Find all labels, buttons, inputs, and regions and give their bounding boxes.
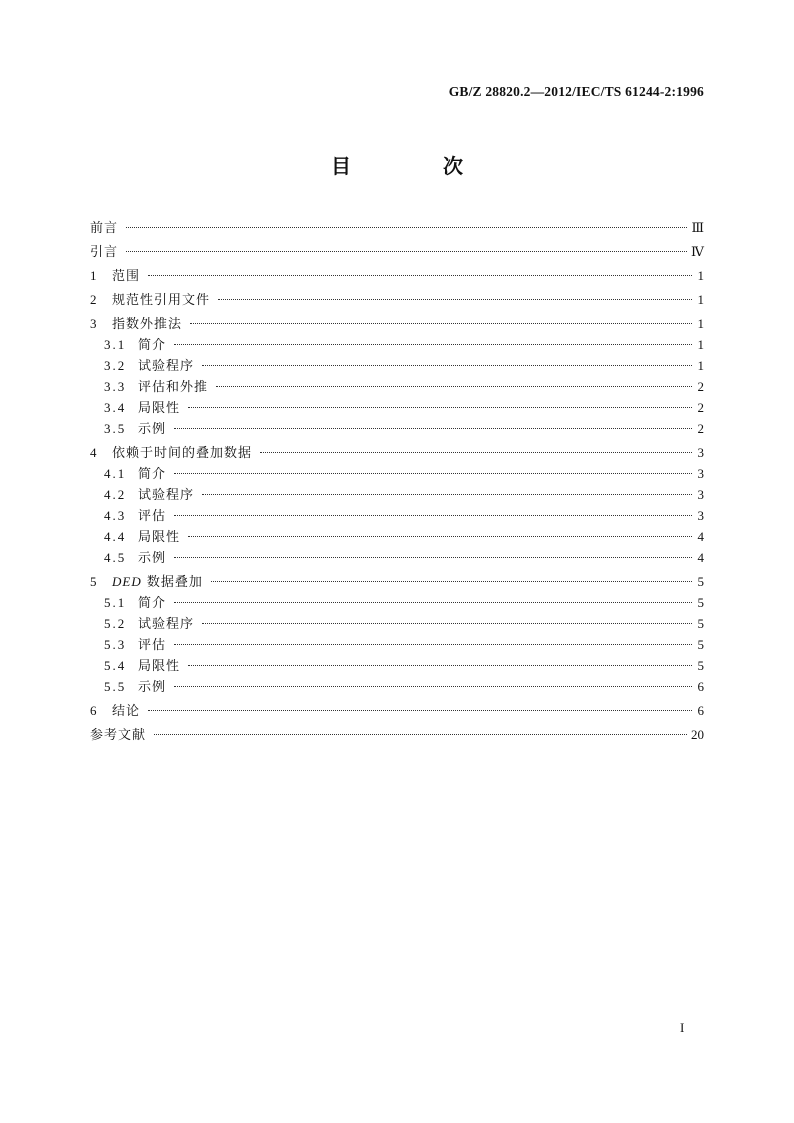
toc-entry-label: 参考文献	[90, 728, 147, 743]
toc-entry-label: 示例	[138, 422, 167, 437]
toc-entry-5-5[interactable]	[90, 676, 704, 697]
toc-entry-label: 试验程序	[138, 488, 195, 503]
page-number-footer: I	[680, 1020, 685, 1035]
toc-leader-dots	[202, 365, 692, 366]
toc-entry-page: Ⅲ	[691, 220, 704, 235]
toc-entry-page: 4	[697, 550, 704, 565]
toc-entry-label: 引言	[90, 245, 119, 260]
toc-entry-number: 5.3	[104, 637, 127, 652]
toc-entry-page: 5	[697, 616, 704, 631]
toc-entry-number: 3.1	[104, 337, 127, 352]
toc-entry-number: 4.3	[104, 508, 127, 523]
toc-leader-dots	[154, 734, 687, 735]
toc-entry-5-4[interactable]	[90, 655, 704, 676]
toc-entry-3-1[interactable]	[90, 334, 704, 355]
toc-entry-page: 6	[697, 679, 704, 694]
toc-leader-dots	[174, 344, 692, 345]
toc-entry-4-2[interactable]	[90, 484, 704, 505]
toc-leader-dots	[148, 275, 692, 276]
toc-leader-dots	[174, 557, 692, 558]
toc-entry-label: 指数外推法	[112, 317, 183, 332]
toc-entry-number: 4.5	[104, 550, 127, 565]
toc-entry-page: 2	[697, 379, 704, 394]
toc-leader-dots	[126, 251, 687, 252]
toc-entry-number: 3.3	[104, 379, 127, 394]
toc-leader-dots	[174, 473, 692, 474]
toc-leader-dots	[148, 710, 692, 711]
toc-entry-number: 6	[90, 703, 99, 718]
toc-entry-label: 结论	[112, 704, 141, 719]
toc-entry-label: 局限性	[138, 659, 181, 674]
toc-entry-page: 3	[697, 466, 704, 481]
toc-leader-dots	[174, 686, 692, 687]
toc-entry-number: 3.4	[104, 400, 127, 415]
toc-entry-4-1[interactable]	[90, 463, 704, 484]
toc-entry-page: 5	[697, 637, 704, 652]
toc-entry-page: 20	[691, 727, 704, 742]
toc-entry-label: 评估	[138, 638, 167, 653]
toc-entry-label: 简介	[138, 467, 167, 482]
toc-entry-page: 2	[697, 400, 704, 415]
toc-entry-page: 1	[697, 292, 704, 307]
toc-entry-page: 2	[697, 421, 704, 436]
toc-entry-5-3[interactable]	[90, 634, 704, 655]
toc-entry-4-5[interactable]	[90, 547, 704, 568]
toc-entry-page: 1	[697, 337, 704, 352]
toc-entry-label: 依赖于时间的叠加数据	[112, 446, 253, 461]
toc-entry-label: 范围	[112, 269, 141, 284]
toc-entry-foreword[interactable]	[90, 217, 704, 238]
toc-entry-page: 5	[697, 595, 704, 610]
toc-entry-label: 前言	[90, 221, 119, 236]
toc-entry-page: 3	[697, 445, 704, 460]
toc-entry-2[interactable]	[90, 289, 704, 310]
toc-entry-number: 4.4	[104, 529, 127, 544]
toc-leader-dots	[188, 665, 692, 666]
toc-leader-dots	[126, 227, 687, 228]
toc-entry-5-1[interactable]	[90, 592, 704, 613]
toc-entry-label: 试验程序	[138, 359, 195, 374]
toc-entry-number: 1	[90, 268, 99, 283]
toc-entry-number: 3	[90, 316, 99, 331]
toc-entry-page: 1	[697, 316, 704, 331]
toc-entry-3-3[interactable]	[90, 376, 704, 397]
toc-entry-number: 5.2	[104, 616, 127, 631]
toc-leader-dots	[174, 644, 692, 645]
toc-entry-page: 3	[697, 487, 704, 502]
toc-entry-label: 示例	[138, 551, 167, 566]
toc-leader-dots	[188, 407, 692, 408]
toc-entry-number: 5.1	[104, 595, 127, 610]
toc-entry-label: 规范性引用文件	[112, 293, 211, 308]
toc-entry-page: 5	[697, 574, 704, 589]
toc-leader-dots	[211, 581, 692, 582]
toc-entry-number: 3.2	[104, 358, 127, 373]
toc-leader-dots	[174, 428, 692, 429]
toc-leader-dots	[188, 536, 692, 537]
toc-entry-page: 3	[697, 508, 704, 523]
toc-leader-dots	[202, 623, 692, 624]
toc-entry-number: 5	[90, 574, 99, 589]
toc-entry-page: 5	[697, 658, 704, 673]
toc-leader-dots	[218, 299, 692, 300]
toc-entry-3-4[interactable]	[90, 397, 704, 418]
toc-leader-dots	[174, 602, 692, 603]
toc-entry-6[interactable]	[90, 700, 704, 721]
table-of-contents	[90, 217, 704, 745]
toc-entry-label-abbreviation: DED	[112, 574, 142, 589]
toc-entry-page: 6	[697, 703, 704, 718]
toc-entry-label-text: 数据叠加	[141, 575, 203, 590]
toc-entry-page: 1	[697, 358, 704, 373]
toc-entry-number: 2	[90, 292, 99, 307]
toc-entry-number: 4.2	[104, 487, 127, 502]
toc-leader-dots	[260, 452, 692, 453]
toc-entry-number: 4	[90, 445, 99, 460]
toc-entry-number: 3.5	[104, 421, 127, 436]
toc-entry-label: 试验程序	[138, 617, 195, 632]
toc-entry-page: Ⅳ	[691, 244, 704, 259]
toc-leader-dots	[174, 515, 692, 516]
toc-entry-label: 评估	[138, 509, 167, 524]
toc-entry-3-5[interactable]	[90, 418, 704, 439]
toc-entry-number: 4.1	[104, 466, 127, 481]
toc-leader-dots	[202, 494, 692, 495]
toc-entry-1[interactable]	[90, 265, 704, 286]
toc-entry-4[interactable]	[90, 442, 704, 463]
toc-entry-number: 5.5	[104, 679, 127, 694]
toc-entry-label: 简介	[138, 338, 167, 353]
toc-entry-4-3[interactable]	[90, 505, 704, 526]
standard-code-header: GB/Z 28820.2—2012/IEC/TS 61244-2:1996	[448, 84, 704, 99]
toc-entry-label: 评估和外推	[138, 380, 209, 395]
toc-entry-page: 4	[697, 529, 704, 544]
toc-entry-3-2[interactable]	[90, 355, 704, 376]
toc-entry-label: 局限性	[138, 530, 181, 545]
toc-entry-label: 简介	[138, 596, 167, 611]
page-title: 目 次	[331, 154, 499, 178]
toc-leader-dots	[190, 323, 692, 324]
toc-entry-4-4[interactable]	[90, 526, 704, 547]
toc-entry-label	[112, 571, 203, 593]
toc-entry-introduction[interactable]	[90, 241, 704, 262]
toc-leader-dots	[216, 386, 692, 387]
toc-entry-page: 1	[697, 268, 704, 283]
toc-entry-3[interactable]	[90, 313, 704, 334]
toc-entry-label: 局限性	[138, 401, 181, 416]
toc-entry-number: 5.4	[104, 658, 127, 673]
toc-entry-bibliography[interactable]	[90, 724, 704, 745]
toc-entry-label: 示例	[138, 680, 167, 695]
toc-entry-5[interactable]	[90, 571, 704, 592]
toc-entry-5-2[interactable]	[90, 613, 704, 634]
